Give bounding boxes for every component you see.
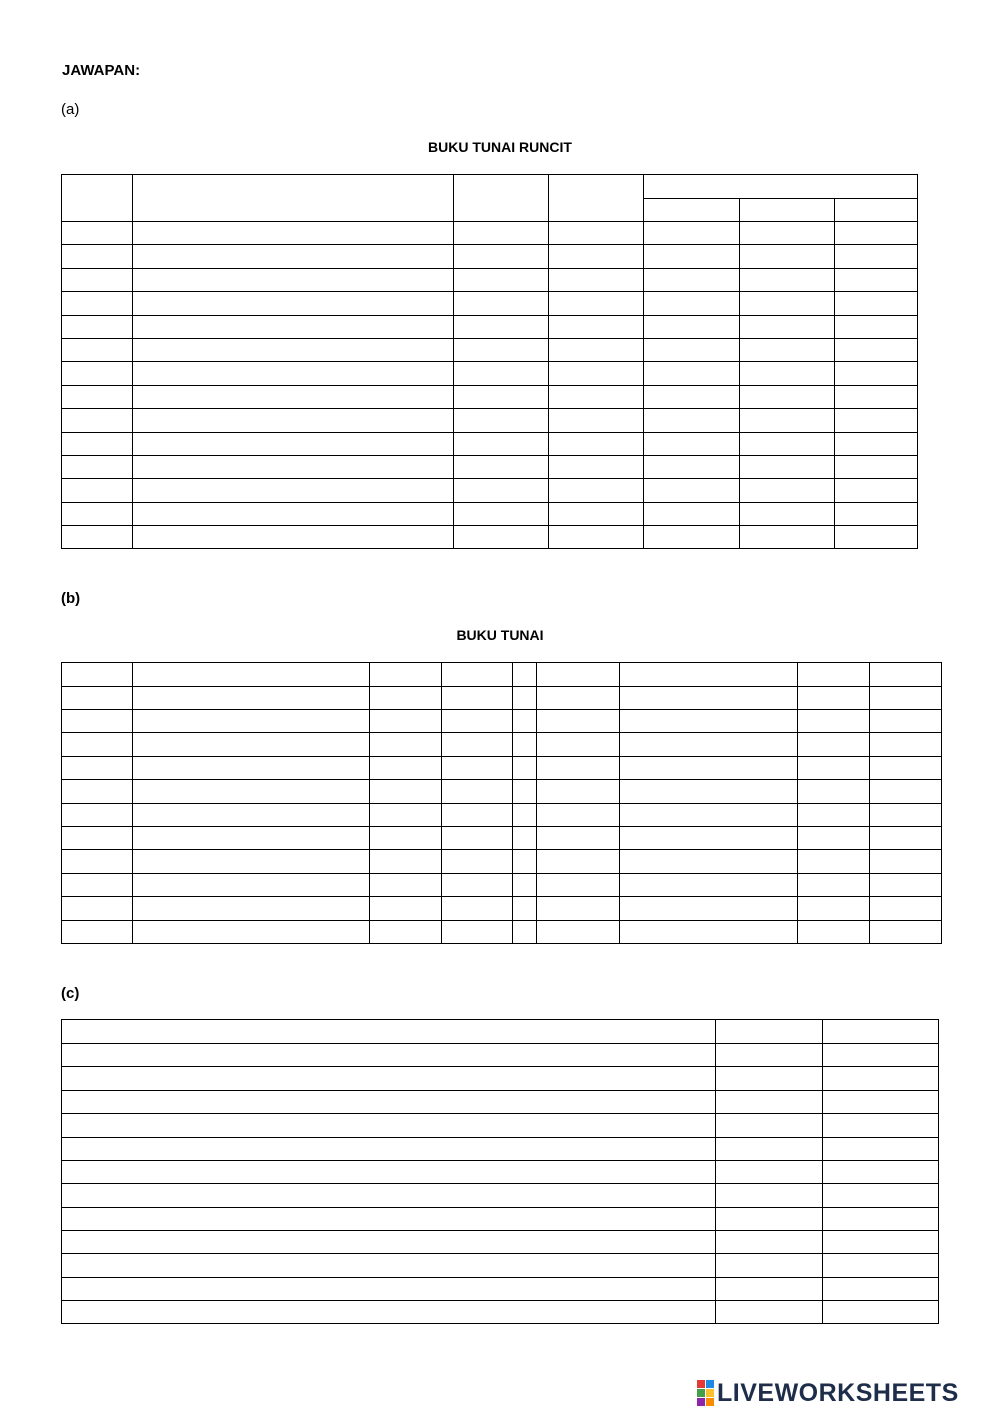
part-b-marker: (b): [61, 590, 81, 607]
answer-heading: JAWAPAN:: [62, 62, 141, 79]
part-c-marker: (c): [61, 985, 80, 1002]
liveworksheets-logo: [697, 1378, 959, 1408]
liveworksheets-wordmark: LIVEWORKSHEETS: [717, 1378, 959, 1407]
cash-book-table: [61, 662, 942, 944]
petty-cash-book-table: [61, 174, 918, 549]
petty-cash-book-title: BUKU TUNAI RUNCIT: [428, 139, 572, 155]
liveworksheets-logo-icon: [697, 1380, 714, 1406]
cash-book-title: BUKU TUNAI: [456, 627, 544, 643]
part-a-marker: (a): [61, 101, 80, 118]
statement-table: [61, 1019, 939, 1324]
